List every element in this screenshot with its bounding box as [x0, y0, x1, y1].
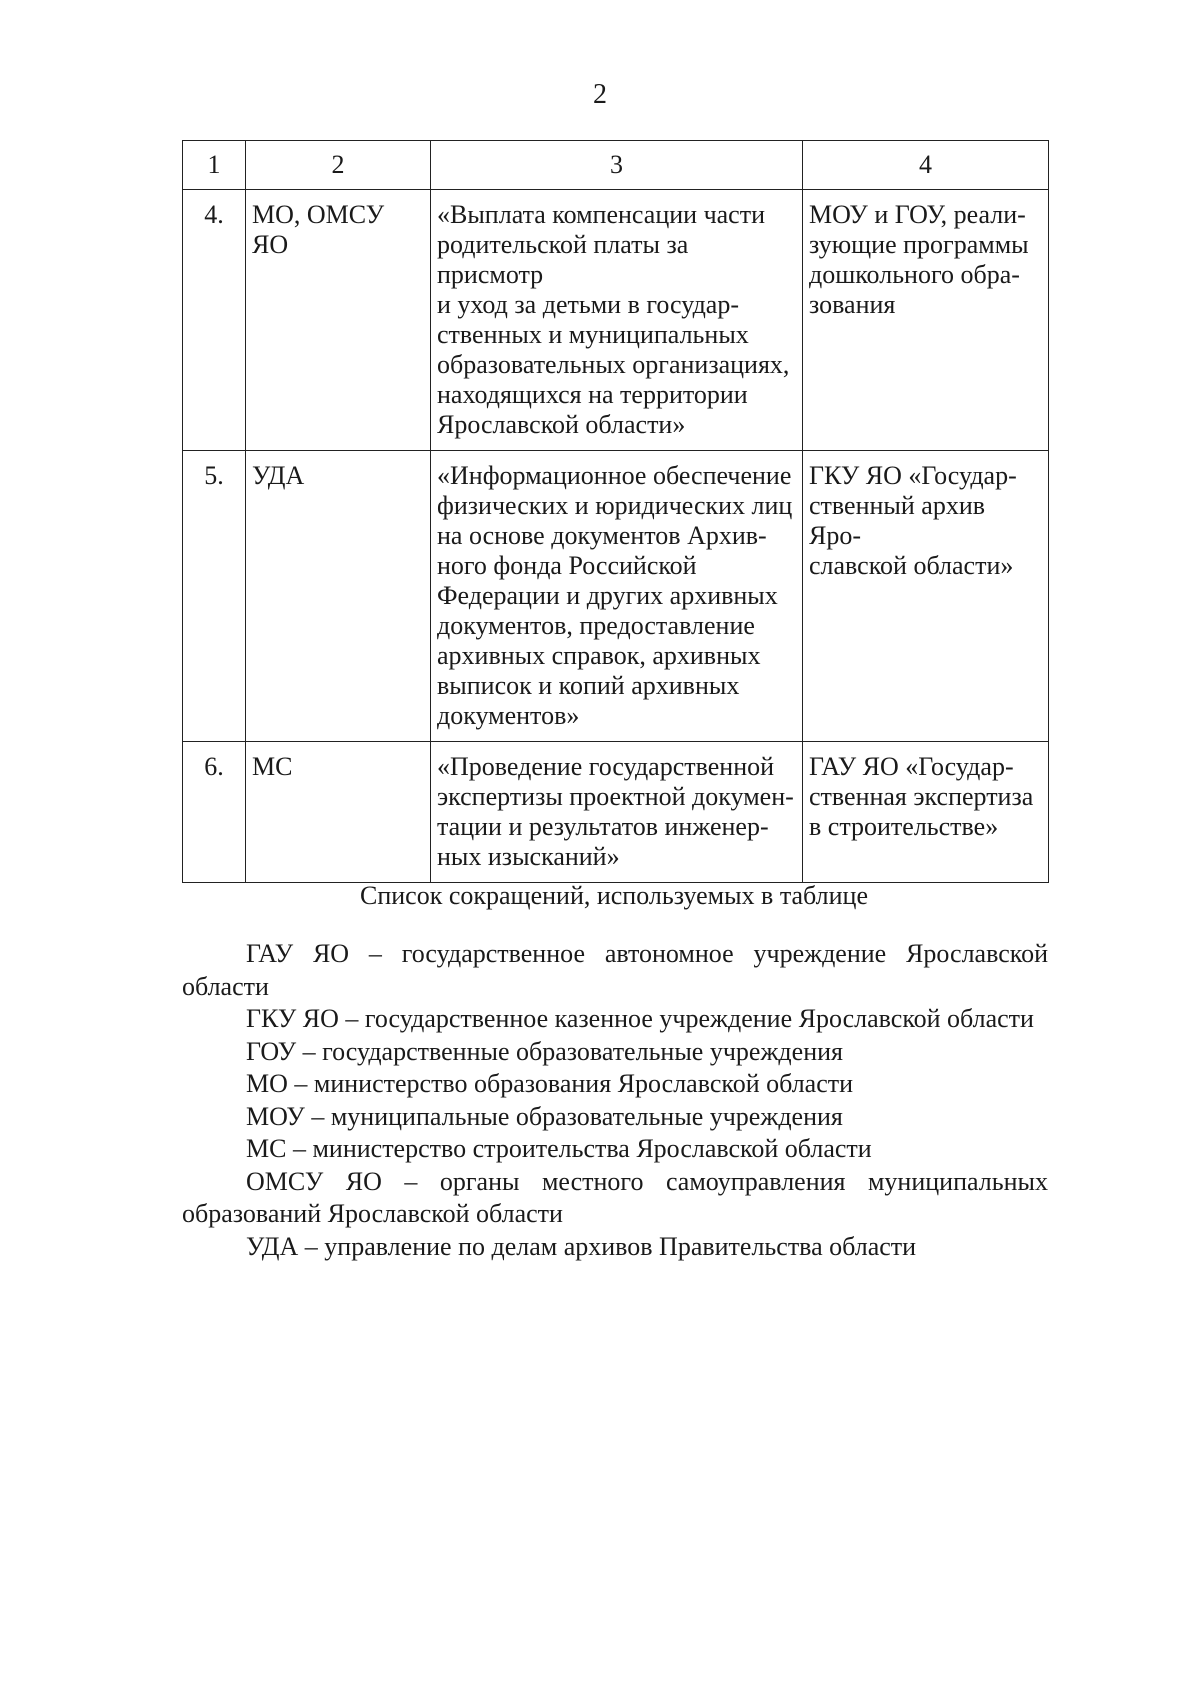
table-header-row [183, 141, 1049, 190]
abbreviation-item: ГАУ ЯО – государственное автономное учреждение Ярославской области [182, 939, 1048, 1001]
authority-text: МО, ОМСУ ЯО [252, 200, 385, 259]
table-row [183, 451, 1049, 742]
abbreviation-item: МС – министерство строительства Ярославской области [246, 1134, 872, 1163]
row-number: 5. [183, 451, 246, 742]
abbreviations-list [182, 938, 1048, 1263]
provider-text: МОУ и ГОУ, реали- зующие программы дошкольного обра- зования [809, 200, 1029, 319]
provider-text: ГКУ ЯО «Государ- ственный архив Яро- славской области» [809, 461, 1017, 580]
table-row [183, 742, 1049, 883]
service-text: «Выплата компенсации части родительской платы за присмотр и уход за детьми в государ- ственных и муниципальных образовательных организациях, находящихся на территории Ярославской области» [437, 200, 790, 439]
service-text: «Проведение государственной экспертизы проектной докумен- тации и результатов инженер- ных изысканий» [437, 752, 794, 871]
column-number-4: 4 [803, 141, 1049, 190]
abbreviations-heading: Список сокращений, используемых в таблице [360, 881, 868, 910]
row-authority [246, 190, 431, 451]
services-table [182, 140, 1049, 883]
column-number-3: 3 [431, 141, 803, 190]
row-number: 4. [183, 190, 246, 451]
authority-text: УДА [252, 461, 305, 490]
row-authority [246, 451, 431, 742]
row-service [431, 190, 803, 451]
row-service [431, 451, 803, 742]
row-service [431, 742, 803, 883]
table-row [183, 190, 1049, 451]
page-number: 2 [593, 79, 607, 110]
abbreviation-item: УДА – управление по делам архивов Правительства области [246, 1231, 917, 1261]
abbreviation-item: МОУ – муниципальные образовательные учреждения [246, 1101, 843, 1131]
row-number: 6. [183, 742, 246, 883]
abbreviation-item: ГОУ – государственные образовательные учреждения [246, 1036, 843, 1066]
provider-text: ГАУ ЯО «Государ- ственная экспертиза в строительстве» [809, 752, 1034, 841]
column-number-2: 2 [246, 141, 431, 190]
row-authority [246, 742, 431, 883]
abbreviation-item: ОМСУ ЯО – органы местного самоуправления муниципальных образований Ярославской области [182, 1166, 1048, 1228]
row-provider [803, 190, 1049, 451]
abbreviation-item: ГКУ ЯО – государственное казенное учреждение Ярославской области [246, 1004, 1034, 1033]
authority-text: МС [252, 752, 293, 781]
column-number-1: 1 [183, 141, 246, 190]
row-provider [803, 451, 1049, 742]
row-provider [803, 742, 1049, 883]
service-text: «Информационное обеспечение физических и юридических лиц на основе документов Архив- ного фонда Российской Федерации и других архивных документов, предоставление архивных справок, архивных выписок и копий архивных документов» [437, 461, 793, 730]
abbreviation-item: МО – министерство образования Ярославской области [246, 1069, 854, 1098]
